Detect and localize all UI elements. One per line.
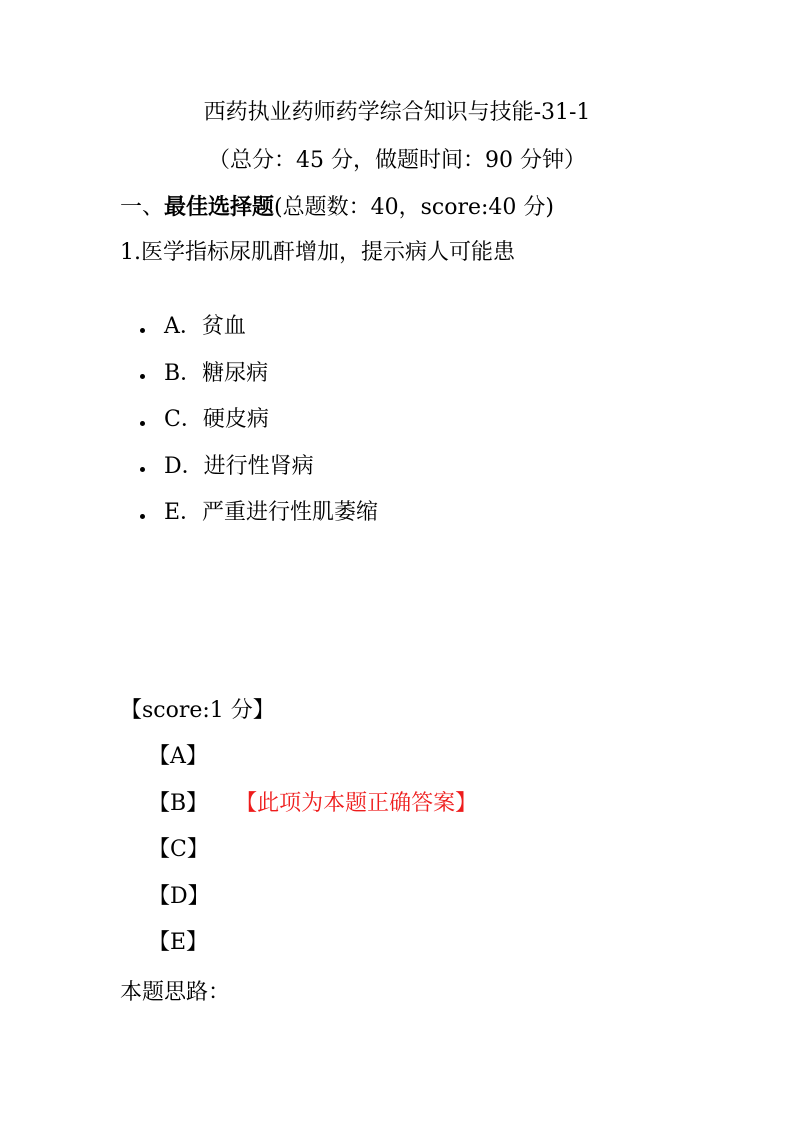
question-score: 【score:1 分】 <box>120 698 275 723</box>
answer-item <box>148 928 477 975</box>
option-label: C．硬皮病 <box>164 407 269 433</box>
answer-label: 【B】 <box>148 790 209 816</box>
explanation-label: 本题思路： <box>120 980 231 1005</box>
exam-meta: （总分：45 分，做题时间：90 分钟） <box>208 148 586 173</box>
option-item <box>140 490 378 537</box>
bullet-icon <box>140 467 145 472</box>
section-info: (总题数：40，score:40 分) <box>274 195 554 220</box>
document-title: 西药执业药师药学综合知识与技能-31-1 <box>203 100 591 125</box>
option-label: E．严重进行性肌萎缩 <box>164 500 379 526</box>
bullet-icon <box>140 421 145 426</box>
option-item <box>140 304 378 351</box>
question-text: 1.医学指标尿肌酐增加，提示病人可能患 <box>120 240 515 265</box>
option-item <box>140 397 378 444</box>
bullet-icon <box>140 514 145 519</box>
answer-item <box>148 742 477 789</box>
option-item <box>140 351 378 398</box>
answer-item <box>148 789 477 836</box>
option-list <box>140 304 378 537</box>
section-name: 最佳选择题 <box>164 194 275 220</box>
bullet-icon <box>140 328 145 333</box>
option-label: B．糖尿病 <box>164 360 269 386</box>
option-item <box>140 444 378 491</box>
answer-item <box>148 835 477 882</box>
section-heading <box>120 192 554 223</box>
answer-label: 【A】 <box>148 744 208 769</box>
answer-label: 【D】 <box>148 883 210 909</box>
option-label: D．进行性肾病 <box>164 453 314 479</box>
answer-label: 【E】 <box>148 930 209 955</box>
answer-list <box>148 742 477 975</box>
answer-item <box>148 882 477 929</box>
option-label: A．贫血 <box>164 314 246 340</box>
answer-label: 【C】 <box>148 837 209 862</box>
correct-answer-note: 【此项为本题正确答案】 <box>246 790 478 816</box>
section-prefix: 一、 <box>120 195 165 220</box>
bullet-icon <box>140 374 145 379</box>
